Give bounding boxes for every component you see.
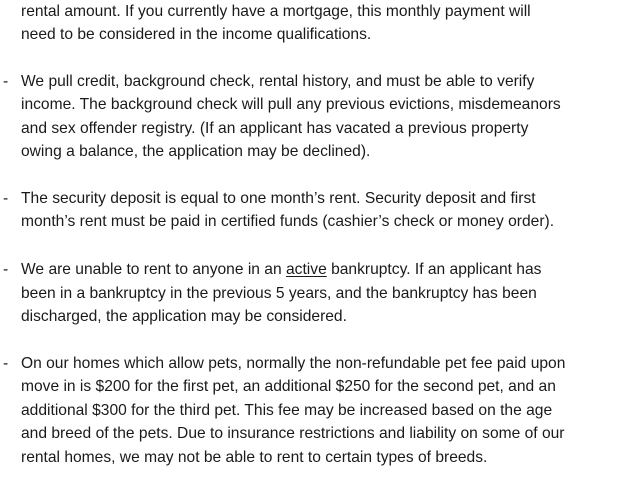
text-line bbox=[21, 258, 541, 282]
text-line: move in is $200 for the first pet, an additional $250 for the second pet, and an bbox=[21, 378, 556, 395]
text-line: rental homes, we may not be able to rent to certain types of breeds. bbox=[21, 449, 488, 466]
text-line: rental amount. If you currently have a mortgage, this monthly payment will bbox=[21, 3, 531, 20]
bullet-marker: - bbox=[3, 73, 9, 90]
underlined-word-active: active bbox=[286, 261, 327, 278]
text-line: On our homes which allow pets, normally the non-refundable pet fee paid upon bbox=[21, 355, 566, 372]
text-line: month’s rent must be paid in certified funds (cashier’s check or money order). bbox=[21, 213, 555, 230]
bullet-marker: - bbox=[3, 355, 9, 372]
text-line: been in a bankruptcy in the previous 5 years, and the bankruptcy has been bbox=[21, 285, 537, 302]
text-line: We pull credit, background check, rental history, and must be able to verify bbox=[21, 73, 535, 90]
text-line: and sex offender registry. (If an applicant has vacated a previous property bbox=[21, 120, 529, 137]
bullet-marker: - bbox=[3, 190, 9, 207]
text-segment: bankruptcy. If an applicant has bbox=[326, 261, 542, 278]
text-segment: We are unable to rent to anyone in an bbox=[21, 261, 286, 278]
text-line: income. The background check will pull any previous evictions, misdemeanors bbox=[21, 96, 561, 113]
text-line: owing a balance, the application may be declined). bbox=[21, 143, 371, 160]
text-line: The security deposit is equal to one month’s rent. Security deposit and first bbox=[21, 190, 536, 207]
text-line: additional $300 for the third pet. This fee may be increased based on the age bbox=[21, 402, 553, 419]
bullet-marker: - bbox=[3, 261, 9, 278]
text-line: discharged, the application may be considered. bbox=[21, 308, 347, 325]
text-line: need to be considered in the income qualifications. bbox=[21, 26, 372, 43]
text-line: and breed of the pets. Due to insurance restrictions and liability on some of our bbox=[21, 425, 565, 442]
